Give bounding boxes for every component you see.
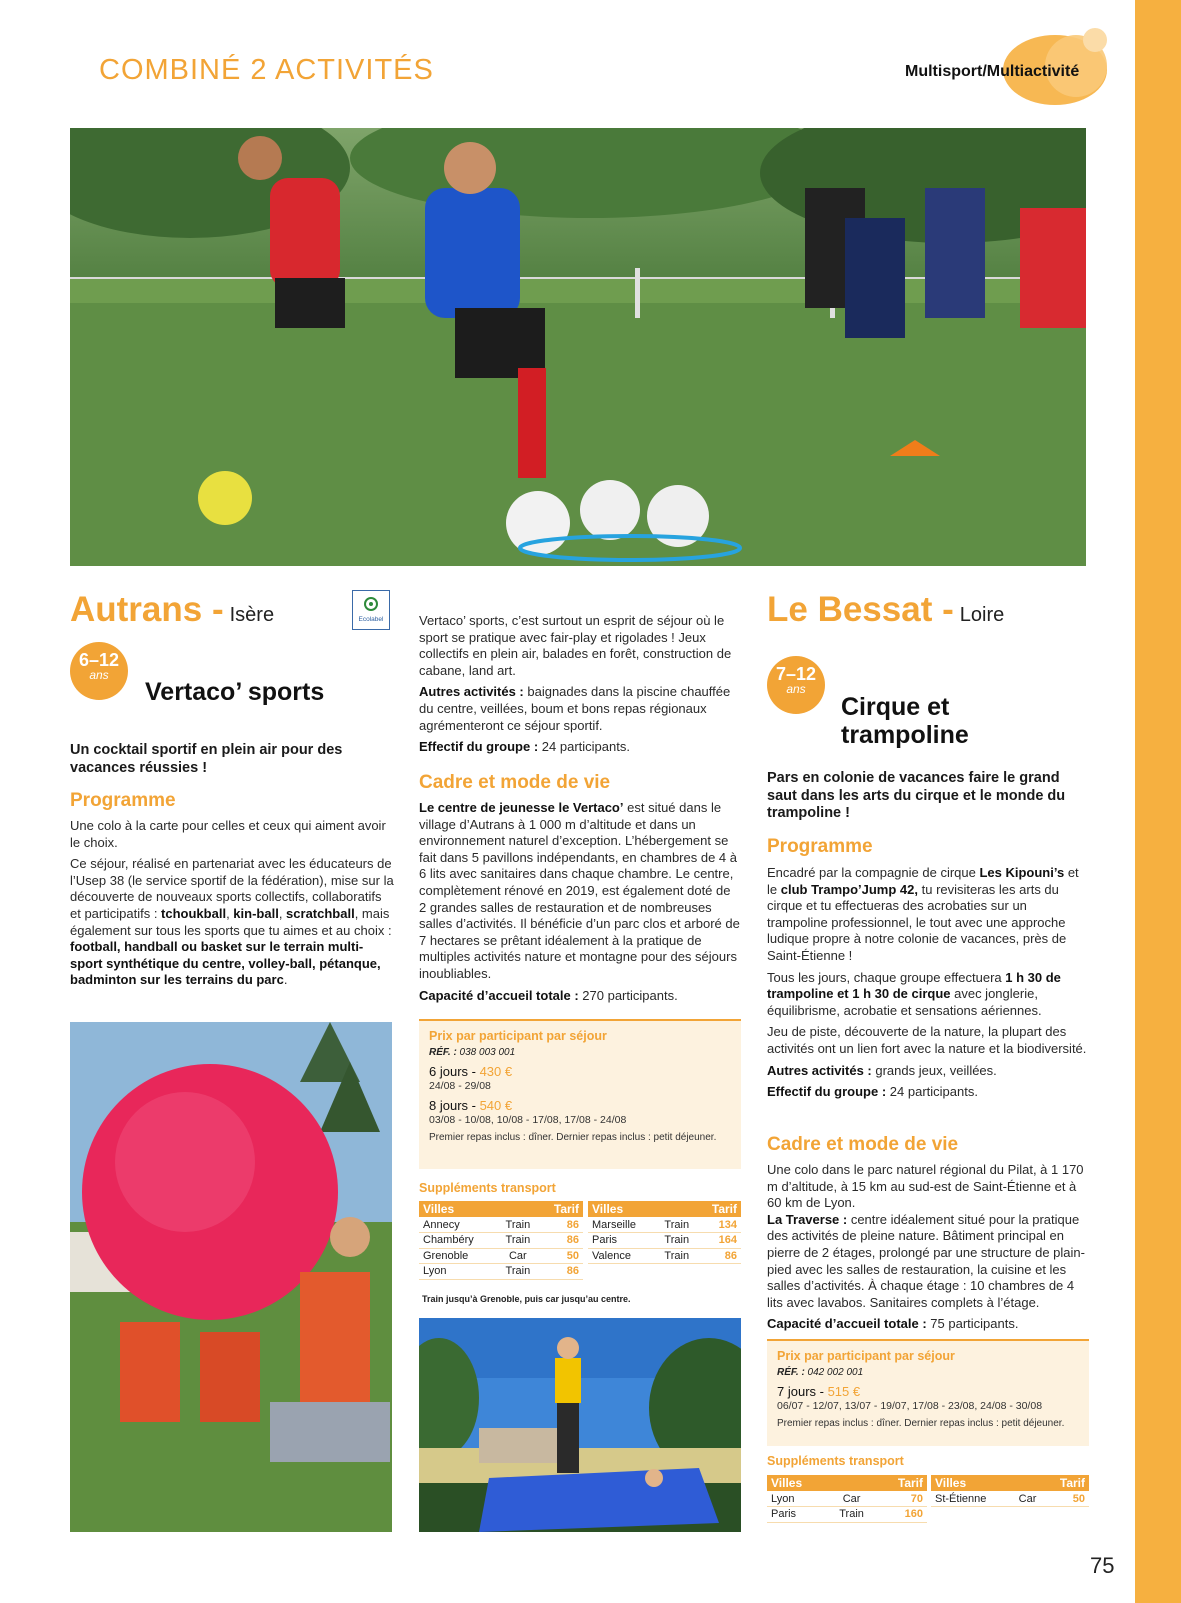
group-text: 24 participants. [886,1084,978,1100]
other-label: Autres activités : [419,684,524,700]
bessat-region: Loire [959,604,1005,626]
city: Chambéry [419,1233,496,1249]
autrans-place-name: Autrans - [70,590,224,629]
cadre-label: Le centre de jeunesse le Vertaco’ [419,800,624,815]
bessat-programme-heading: Programme [767,836,873,857]
section-title: COMBINÉ 2 ACTIVITÉS [99,54,434,86]
autrans-spirit: Vertaco’ sports, c’est surtout un esprit de séjour où le sport se pratique avec fair-play et rigolades ! Jeux collectifs en plein air, balades en forêt, construction de cabane, land art. [419,613,732,678]
price-dates-7: 06/07 - 12/07, 13/07 - 19/07, 17/08 - 23/08, 24/08 - 30/08 [777,1400,1043,1412]
p2-a: Tous les jours, chaque groupe effectuera [767,969,1006,985]
autrans-price-box [419,1019,741,1169]
amount: 515 € [827,1384,861,1399]
autrans-stay-title: Vertaco’ sports [145,678,325,706]
bessat-place [767,590,1004,630]
price-meals: Premier repas inclus : dîner. Dernier repas inclus : petit déjeuner. [777,1418,1065,1429]
city: Lyon [767,1491,827,1507]
autrans-place [70,590,274,630]
city: Paris [588,1233,656,1249]
price-heading: Prix par participant par séjour [429,1029,607,1043]
bessat-age-badge [767,656,825,714]
price-ref [429,1047,731,1058]
p1-e: tu revisiteras les arts du cirque et tu effectueras des acrobaties sur un trampoline professionnel, le tout avec une approche ludique propre à notre colonie de vacances, près de Saint-Étienne ! [767,881,1067,963]
mode: Train [827,1507,877,1523]
sport-tchoukball: tchoukball [161,905,227,921]
p2-middle: , mais également sur tous les sports que tu aimes et au choix : [70,905,392,938]
autrans-transport-note: Train jusqu’à Grenoble, puis car jusqu’au centre. [422,1294,631,1304]
age-range: 6–12 [78,650,120,670]
ref-value: 042 002 001 [804,1367,864,1378]
autrans-cadre-text [419,800,741,1009]
city: Paris [767,1507,827,1523]
price-option-8 [429,1098,731,1113]
autrans-group-size [419,739,741,756]
table-row [419,1233,583,1249]
ecolabel-text: Ecolabel [358,616,384,623]
autrans-col2-text [419,613,741,761]
mode: Train [496,1264,539,1280]
sport-choices: football, handball ou basket sur le terrain multi-sport synthétique du centre, volley-ball, pétanque, badminton sur les terrains du parc [70,939,381,988]
bessat-transport-table-right [931,1475,1089,1507]
cadre-text: centre idéalement situé pour la pratique des activités de pleine nature. Bâtiment principal en pierre de 2 étages, prolongé par une structure de plain-pied avec les salles de restauration, la cuisine et les salles d’activités. À chaque étage : 10 chambres de 4 lits avec lavabos. Sanitaires complets à l’étage. [767,1211,1085,1310]
bessat-cadre-p1: Une colo dans le parc naturel régional du Pilat, à 1 170 m d’altitude, à 15 km au sud-est de Saint-Étienne et à 60 km de Lyon. [767,1162,1084,1211]
ref-label: RÉF. : [777,1367,805,1378]
price-ref [777,1367,1079,1378]
group-label: Effectif du groupe : [419,739,539,755]
sport-scratchball: scratchball [286,905,355,921]
table-row [931,1491,1089,1507]
autrans-programme-p1: Une colo à la carte pour celles et ceux qui aiment avoir le choix. [70,818,386,850]
age-range: 7–12 [775,664,817,684]
col-city: Villes [931,1475,1010,1491]
mode: Train [496,1217,539,1233]
cadre-text: est situé dans le village d’Autrans à 1 000 m d’altitude et dans un environnement naturel d’exception. L’hébergement se fait dans 5 pavillons indépendants, en chambres de 4 à 6 lits avec sanitaires dans chaque chambre. Le centre, complètement rénové en 2019, est également doté de 2 grandes salles de restauration et de nombreuses salles d’activités. Il bénéficie d’un parc clos et arboré de 7 hectares se prêtant idéalement à la pratique de multiples activités nature et montagne pour des séjours inoubliables. [419,800,740,981]
title-line-1: Cirque et [841,693,950,721]
autrans-transport-table-right [588,1201,741,1264]
tarif: 50 [1045,1491,1089,1507]
p2-schedule: 1 h 30 de trampoline et 1 h 30 de cirque [767,969,1061,1002]
table-row [767,1507,927,1523]
col-city: Villes [419,1201,496,1217]
amount: 540 € [479,1098,513,1113]
city: Marseille [588,1217,656,1233]
other-text: baignades dans la piscine chauffée du centre, veillées, boum et bons repas régionaux agrémenteront ce séjour sportif. [419,684,731,733]
p1-c: et le [767,865,1079,897]
bessat-transport-heading: Suppléments transport [767,1454,904,1468]
giant-ball-photo [70,1022,392,1532]
price-heading: Prix par participant par séjour [777,1349,955,1363]
city: Valence [588,1248,656,1264]
bessat-programme-p3: Jeu de piste, découverte de la nature, la plupart des activités ont un lien fort avec la nature et la biodiversité. [767,1024,1087,1056]
title-line-2: trampoline [841,721,969,749]
col-city: Villes [588,1201,656,1217]
mode: Car [1010,1491,1044,1507]
autrans-transport-heading: Suppléments transport [419,1181,556,1195]
p2-intro: Ce séjour, réalisé en partenariat avec les éducateurs de l’Usep 38 (le service sportif de la fédération), mise sur la découverte de nouveaux sports collectifs, collaboratifs et participatifs : [70,856,394,921]
age-unit: ans [786,682,806,696]
city: Grenoble [419,1248,496,1264]
bessat-other-activities [767,1063,1089,1080]
table-row [588,1248,741,1264]
tarif: 86 [539,1264,583,1280]
col-tarif: Tarif [539,1201,583,1217]
autrans-programme-text [70,818,395,994]
mode: Train [656,1233,698,1249]
autrans-other-activities [419,684,741,734]
autrans-cadre-heading: Cadre et mode de vie [419,772,611,793]
mode: Train [496,1233,539,1249]
tarif: 164 [698,1233,741,1249]
p1-a: Encadré par la compagnie de cirque [767,865,980,880]
bessat-stay-title [841,693,969,749]
duration: 8 jours - [429,1098,480,1113]
tarif: 134 [698,1217,741,1233]
sport-kinball: kin-ball [233,905,279,921]
col-tarif: Tarif [698,1201,741,1217]
bessat-place-name: Le Bessat - [767,590,954,629]
table-header [419,1201,583,1217]
city: Annecy [419,1217,496,1233]
bessat-programme-text [767,865,1089,1106]
tarif: 70 [876,1491,927,1507]
col-tarif: Tarif [1045,1475,1089,1491]
col-city: Villes [767,1475,827,1491]
price-option-7 [777,1384,1079,1399]
p1-company: Les Kipouni’s [979,865,1065,880]
price-option-6 [429,1064,731,1079]
other-text: grands jeux, veillées. [871,1062,997,1078]
table-row [419,1264,583,1280]
trampoline-photo [419,1318,741,1532]
bessat-cadre-text [767,1162,1089,1338]
tarif: 86 [698,1248,741,1264]
age-unit: ans [89,668,109,682]
decor-circle-small [1083,28,1107,52]
duration: 6 jours - [429,1064,480,1079]
bessat-price-box [767,1339,1089,1446]
table-row [588,1233,741,1249]
mode: Car [496,1248,539,1264]
autrans-lead: Un cocktail sportif en plein air pour des vacances réussies ! [70,742,343,776]
autrans-capacity [419,988,741,1005]
price-meals: Premier repas inclus : dîner. Dernier repas inclus : petit déjeuner. [429,1132,717,1143]
table-row [588,1217,741,1233]
table-row [767,1491,927,1507]
p2-c: avec jonglerie, équilibrisme, acrobatie et sensations aériennes. [767,986,1042,1018]
bessat-cadre-heading: Cadre et mode de vie [767,1134,959,1155]
table-row [419,1217,583,1233]
mode: Train [656,1248,698,1264]
group-label: Effectif du groupe : [767,1084,887,1100]
autrans-age-badge [70,642,128,700]
price-dates-6: 24/08 - 29/08 [429,1080,491,1092]
bessat-capacity [767,1316,1089,1333]
tarif: 86 [539,1233,583,1249]
capacity-text: 75 participants. [926,1316,1019,1332]
mode: Car [827,1491,877,1507]
mode: Train [656,1217,698,1233]
bessat-lead: Pars en colonie de vacances faire le grand saut dans les arts du cirque et le monde du trampoline ! [767,770,1066,821]
football-photo [70,128,1086,566]
other-label: Autres activités : [767,1062,872,1078]
price-dates-8: 03/08 - 10/08, 10/08 - 17/08, 17/08 - 24/08 [429,1114,627,1126]
tarif: 86 [539,1217,583,1233]
table-header [588,1201,741,1217]
capacity-text: 270 participants. [578,987,678,1003]
p1-club: club Trampo’Jump 42, [780,881,918,897]
capacity-label: Capacité d’accueil totale : [419,987,579,1003]
page-number: 75 [1090,1553,1115,1578]
autrans-programme-heading: Programme [70,790,176,811]
duration: 7 jours - [777,1384,828,1399]
table-header [931,1475,1089,1491]
bessat-programme-p2 [767,970,1089,1020]
autrans-region: Isère [229,604,275,626]
tarif: 50 [539,1248,583,1264]
cadre-label: La Traverse : [767,1211,848,1227]
amount: 430 € [479,1064,513,1079]
bessat-group-size [767,1084,1089,1101]
city: St-Étienne [931,1491,1010,1507]
autrans-programme-p2: Ce séjour, réalisé en partenariat avec les éducateurs de l’Usep 38 (le service sportif de la fédération), mise sur la découverte de nouveaux sports collectifs, collaboratifs et participatifs : tchoukball, kin-ball, scratchball, mais également sur tous les sports que tu aimes et au choix : football, handball ou basket sur le terrain multi-sport synthétique du centre, volley-ball, pétanque, badminton sur les terrains du parc. [70,856,394,988]
table-row [419,1248,583,1264]
bessat-transport-table-left [767,1475,927,1523]
table-header [767,1475,927,1491]
group-text: 24 participants. [538,739,630,755]
autrans-transport-table-left [419,1201,583,1280]
city: Lyon [419,1264,496,1280]
col-tarif: Tarif [876,1475,927,1491]
category-label: Multisport/Multiactivité [905,63,1080,80]
autrans-cadre-p [419,800,741,983]
tarif: 160 [876,1507,927,1523]
ecolabel-logo [352,590,390,630]
capacity-label: Capacité d’accueil totale : [767,1316,927,1332]
ref-label: RÉF. : [429,1047,457,1058]
side-band [1135,0,1181,1603]
bessat-cadre-p2 [767,1212,1089,1312]
bessat-programme-p1 [767,865,1089,965]
ref-value: 038 003 001 [456,1047,516,1058]
